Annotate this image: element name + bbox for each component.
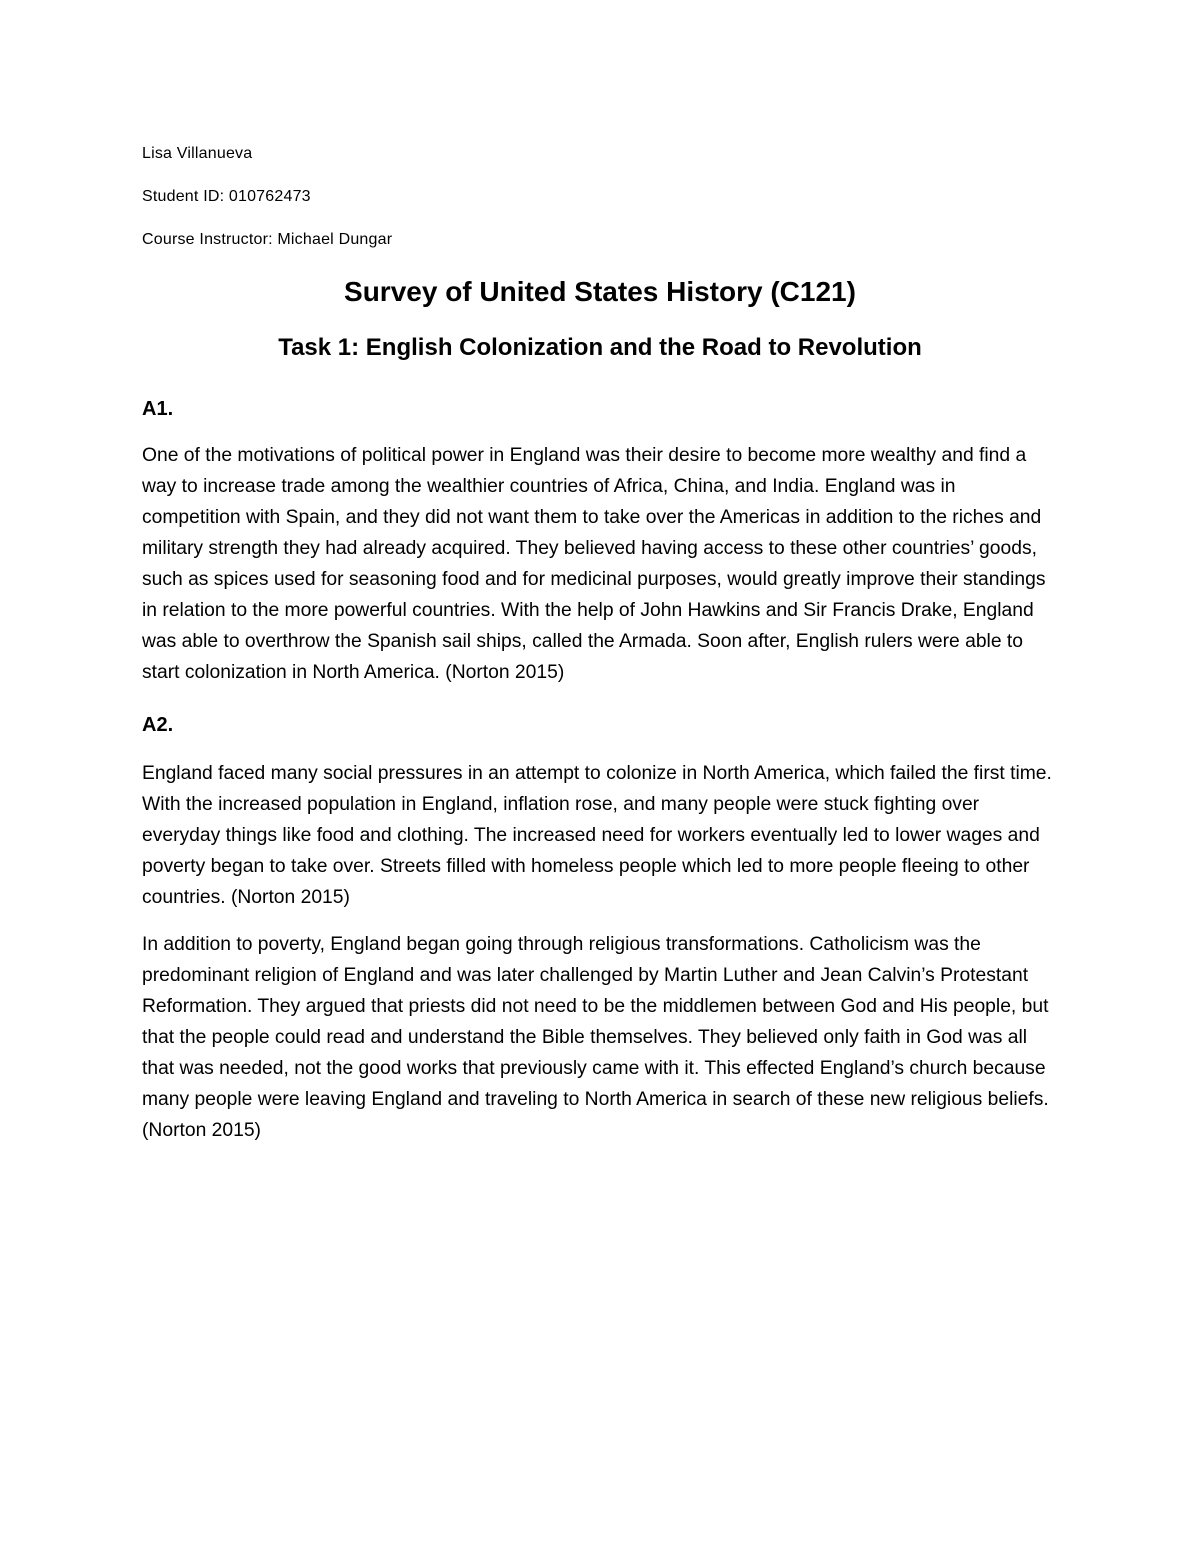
paragraph: One of the motivations of political power in England was their desire to become more wealthy and find a way to increase trade among the wealthier countries of Africa, China, and India. England was in competition with Spain, and they did not want them to take over the Americas in addition to the riches and military strength they had already acquired. They believed having access to these other countries’ goods, such as spices used for seasoning food and for medicinal purposes, would greatly improve their standings in relation to the more powerful countries. With the help of John Hawkins and Sir Francis Drake, England was able to overthrow the Spanish sail ships, called the Armada. Soon after, English rulers were able to start colonization in North America. (Norton 2015) [142, 445, 1046, 683]
section-a2 [142, 712, 1058, 1146]
course-instructor: Course Instructor: Michael Dungar [142, 231, 393, 248]
document-subtitle: Task 1: English Colonization and the Road to Revolution [278, 334, 922, 361]
section-heading-a2: A2. [142, 714, 174, 736]
document-title: Survey of United States History (C121) [344, 276, 856, 307]
student-info-block [142, 144, 1058, 256]
paragraph: England faced many social pressures in an attempt to colonize in North America, which failed the first time. With the increased population in England, inflation rose, and many people were stuck fighting over everyday things like food and clothing. The increased need for workers eventually led to lower wages and poverty began to take over. Streets filled with homeless people which led to more people fleeing to other countries. (Norton 2015) [142, 763, 1052, 908]
student-name: Lisa Villanueva [142, 145, 253, 162]
section-heading-a1: A1. [142, 398, 174, 420]
paragraph: In addition to poverty, England began going through religious transformations. Catholicism was the predominant religion of England and was later challenged by Martin Luther and Jean Calvin’s Protestant Reformation. They argued that priests did not need to be the middlemen between God and His people, but that the people could read and understand the Bible themselves. They believed only faith in God was all that was needed, not the good works that previously came with it. This effected England’s church because many people were leaving England and traveling to North America in search of these new religious beliefs. (Norton 2015) [142, 934, 1049, 1141]
section-a1 [142, 396, 1058, 688]
student-id: Student ID: 010762473 [142, 188, 311, 205]
